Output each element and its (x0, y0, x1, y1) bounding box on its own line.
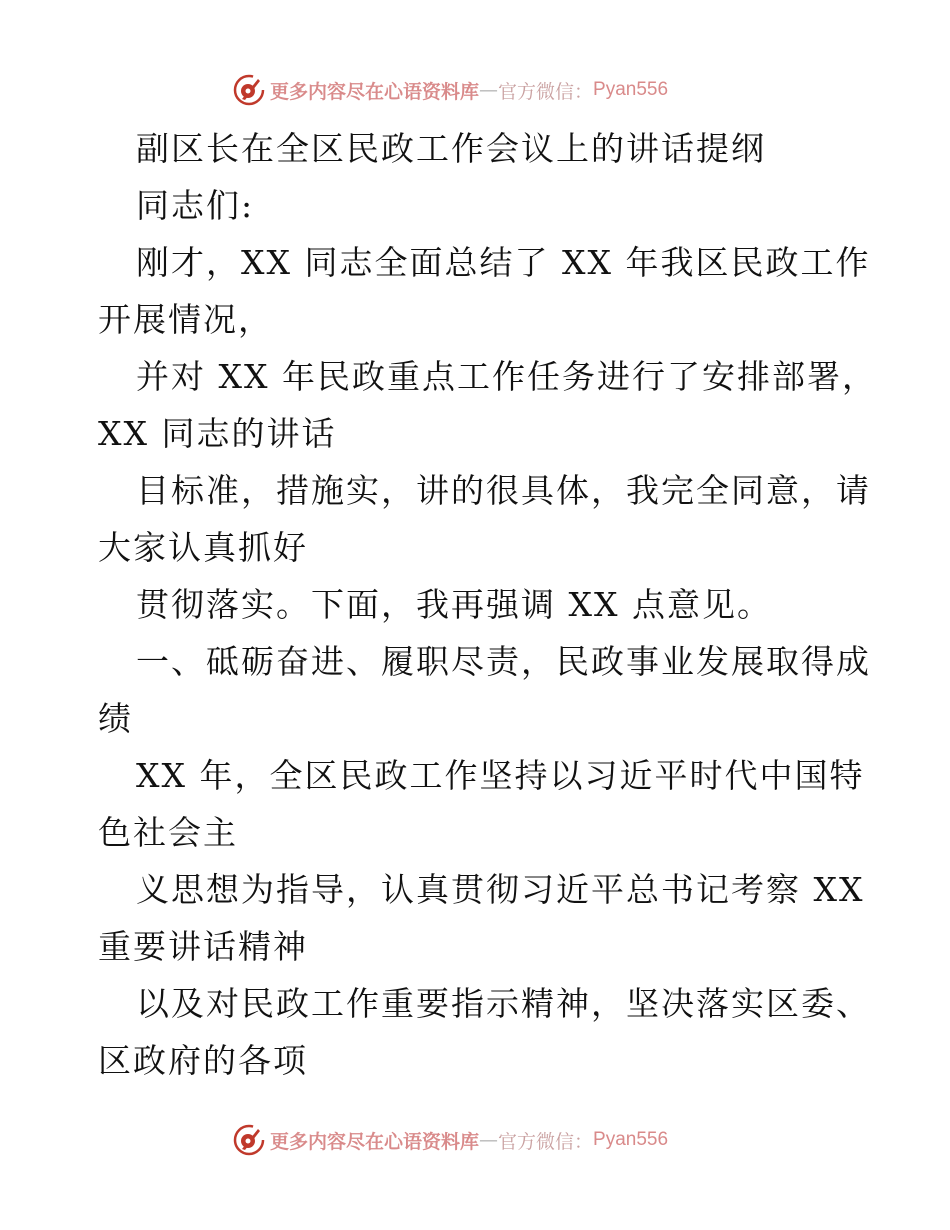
paragraph-line: XX 同志的讲话 (98, 414, 337, 453)
paragraph-line: 重要讲话精神 (98, 927, 308, 966)
quill-seal-icon (232, 1123, 266, 1157)
paragraph-line: 大家认真抓好 (98, 528, 308, 567)
paragraph-line: 刚才，XX 同志全面总结了 XX 年我区民政工作 (136, 243, 871, 282)
footer-banner (232, 1122, 668, 1158)
document-body (98, 120, 877, 1089)
footer-slogan: 更多内容尽在心语资料库 (270, 1130, 480, 1153)
paragraph-line: XX 年，全区民政工作坚持以习近平时代中国特 (136, 756, 865, 795)
paragraph-line: 以及对民政工作重要指示精神，坚决落实区委、 (136, 984, 871, 1023)
header-slogan: 更多内容尽在心语资料库 (270, 80, 480, 103)
paragraph-line: 色社会主 (98, 813, 238, 852)
paragraph-line: 并对 XX 年民政重点工作任务进行了安排部署， (136, 357, 877, 396)
header-wechat-id: Pyan556 (593, 79, 669, 100)
section-heading: 一、砥砺奋进、履职尽责，民政事业发展取得成 (136, 642, 871, 681)
header-separator: — (479, 79, 499, 101)
paragraph-line: 目标准，措施实，讲的很具体，我完全同意，请 (136, 471, 871, 510)
paragraph-line: 义思想为指导，认真贯彻习近平总书记考察 XX (136, 870, 865, 909)
footer-wechat-label: 官方微信： (498, 1130, 594, 1153)
document-title: 副区长在全区民政工作会议上的讲话提纲 (136, 129, 766, 168)
section-heading-continued: 绩 (98, 699, 133, 738)
paragraph-line: 区政府的各项 (98, 1041, 308, 1080)
salutation: 同志们: (136, 186, 255, 225)
quill-seal-icon (232, 73, 266, 107)
footer-separator: — (479, 1129, 499, 1151)
footer-wechat-id: Pyan556 (593, 1129, 669, 1150)
paragraph-line: 贯彻落实。下面，我再强调 XX 点意见。 (136, 585, 772, 624)
paragraph-line: 开展情况， (98, 300, 273, 339)
header-wechat-label: 官方微信： (498, 80, 594, 103)
header-banner (232, 72, 668, 108)
